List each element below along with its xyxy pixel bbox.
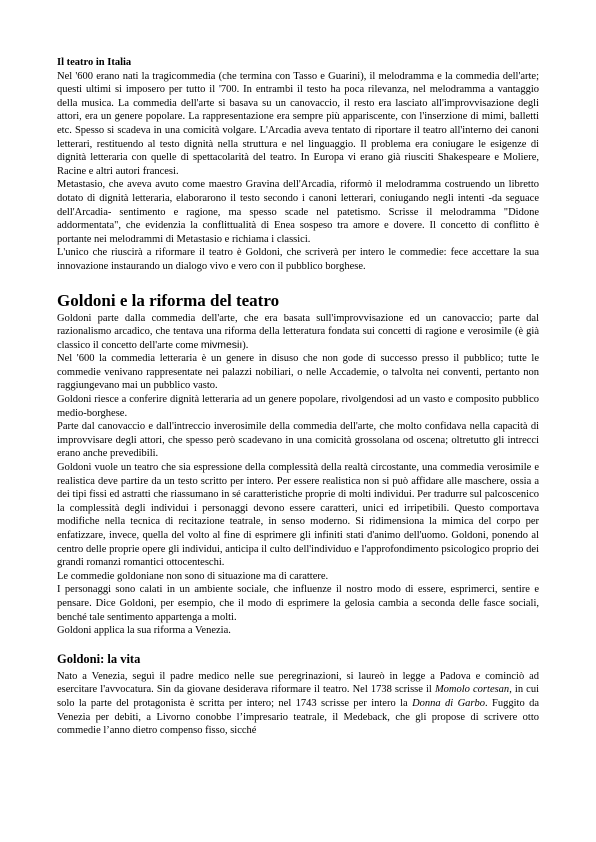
paragraph: I personaggi sono calati in un ambiente sociale, che influenze il nostro modo di essere, esprimerci, sentire e pensare. Dice Goldoni, per esempio, che il modo di esprimere la gelosia cambia a seconda delle fasce sociali, benché tale sentimento appartenga a molti.	[57, 584, 539, 623]
text-run: ).	[242, 339, 249, 351]
work-title: Momolo cortesan	[434, 684, 510, 696]
document-page	[57, 56, 539, 738]
work-title: Donna di Garbo	[412, 697, 486, 709]
paragraph: Goldoni riesce a conferire dignità letteraria ad un genere popolare, rivolgendosi ad un vasto e composito pubblico medio-borghese.	[57, 394, 539, 419]
paragraph: Goldoni applica la sua riforma a Venezia.	[57, 625, 231, 637]
section-title-goldoni-riforma: Goldoni e la riforma del teatro	[57, 290, 280, 310]
paragraph: Nel '600 la commedia letteraria è un genere in disuso che non gode di successo presso il pubblico; tutte le commedie venivano rappresentate nei palazzi nobiliari, o nelle Accademie, o talvolta nei conventi, pertanto non raggiungevano mai un pubblico vasto.	[57, 353, 539, 392]
paragraph	[57, 670, 539, 738]
paragraph: Goldoni vuole un teatro che sia espressione della complessità della realtà circostante, una commedia verosimile e realistica deve partire da un testo scritto per intero. Per essere realistica non si può affidare alle maschere, ossia a dei tipi fissi ed astratti che riassumano in sé caratteristiche proprie di molti individui. Per tradurre sul palcoscenico la complessità degli individui i personaggi devono essere caratteri, unici ed irripetibili. Questo comportava modifiche nella tecnica di recitazione teatrale, in senso moderno. Si ridimensiona la mimica del corpo per enfatizzare, invece, quella del volto al fine di esprimere gli infiniti stati d'animo dell'uomo. Goldoni, ponendo al centro delle proprie opere gli individui, anticipa il culto dell'individuo e l'approfondimento psicologico proprio dei grandi romanzi romantici ottocenteschi.	[57, 462, 539, 569]
paragraph	[57, 312, 539, 353]
paragraph: Nel '600 erano nati la tragicommedia (che termina con Tasso e Guarini), il melodramma e la commedia dell'arte; questi ultimi si imposero per tutto il '700. In entrambi il testo ha poca rilevanza, nel melodramma a vantaggio della musica. La commedia dell'arte si basava su un canovaccio, il resto era lasciato all'improvvisazione degli attori, era un genere popolare. La rappresentazione era sempre più appariscente, con l'inserzione di mimi, balletti etc. Spesso si scadeva in una comicità volgare. L'Arcadia aveva tentato di riportare il teatro all'interno dei canoni letterari, restituendo al testo dignità nella struttura e nel linguaggio. Il problema era coniugare le esigenze di dignità letteraria con quelle di spettacolarità del teatro. In Europa vi erano già riusciti Shakespeare e Moliere, Racine e altri autori francesi.	[57, 70, 539, 177]
paragraph: Le commedie goldoniane non sono di situazione ma di carattere.	[57, 570, 329, 582]
text-run: . Fuggito da Venezia per debiti, a Livorno conobbe l’impresario teatrale, il Medeback, che gli propose di scrivere otto commedie l’anno dietro compenso fisso, sicché	[57, 697, 540, 737]
paragraph: L'unico che riuscirà a riformare il teatro è Goldoni, che scriverà per intero le commedie: fece accettare la sua innovazione instaurando un dialogo vivo e vero con il pubblico borghese.	[57, 247, 539, 272]
text-run: , in cui solo la parte del protagonista è scritta per intero; nel 1743 scrisse per intero la	[57, 684, 539, 709]
section-title-goldoni-vita: Goldoni: la vita	[57, 651, 141, 666]
paragraph: Metastasio, che aveva avuto come maestro Gravina dell'Arcadia, riformò il melodramma costruendo un libretto dotato di dignità letteraria, elaborarono il testo secondo i canoni letterari, coniugando negli intenti -da seguace dell'Arcadia- sentimento e ragione, ma spesso scade nel patetismo. Scrisse il melodramma "Didone addormentata", che evidenzia la conflittualità di Enea sospeso tra amore e dovere. Il concetto di conflitto è portante nei melodrammi di Metastasio e richiama i classici.	[57, 179, 539, 245]
section-title-teatro-italia: Il teatro in Italia	[57, 57, 132, 68]
greek-term: mivmesiı	[200, 338, 243, 351]
text-run: Goldoni parte dalla commedia dell'arte, che era basata sull'improvvisazione ed un canovaccio; parte dal razionalismo arcadico, che tentava una riforma della letteratura fondata sui concetti di ragione e verosimile (è già classico il concetto dell'arte come	[57, 312, 539, 351]
text-run: Nato a Venezia, seguì il padre medico nelle sue peregrinazioni, si laureò in legge a Padova e cominciò ad esercitare l'avvocatura. Sin da giovane desiderava riformare il teatro. Nel 1738 scrisse il	[57, 670, 539, 696]
paragraph: Parte dal canovaccio e dall'intreccio inverosimile della commedia dell'arte, che molto confidava nella capacità di improvvisare degli attori, che spesso però scadevano in una comicità grossolana od oscena; oltretutto gli intrecci erano anche prevedibili.	[57, 421, 539, 460]
